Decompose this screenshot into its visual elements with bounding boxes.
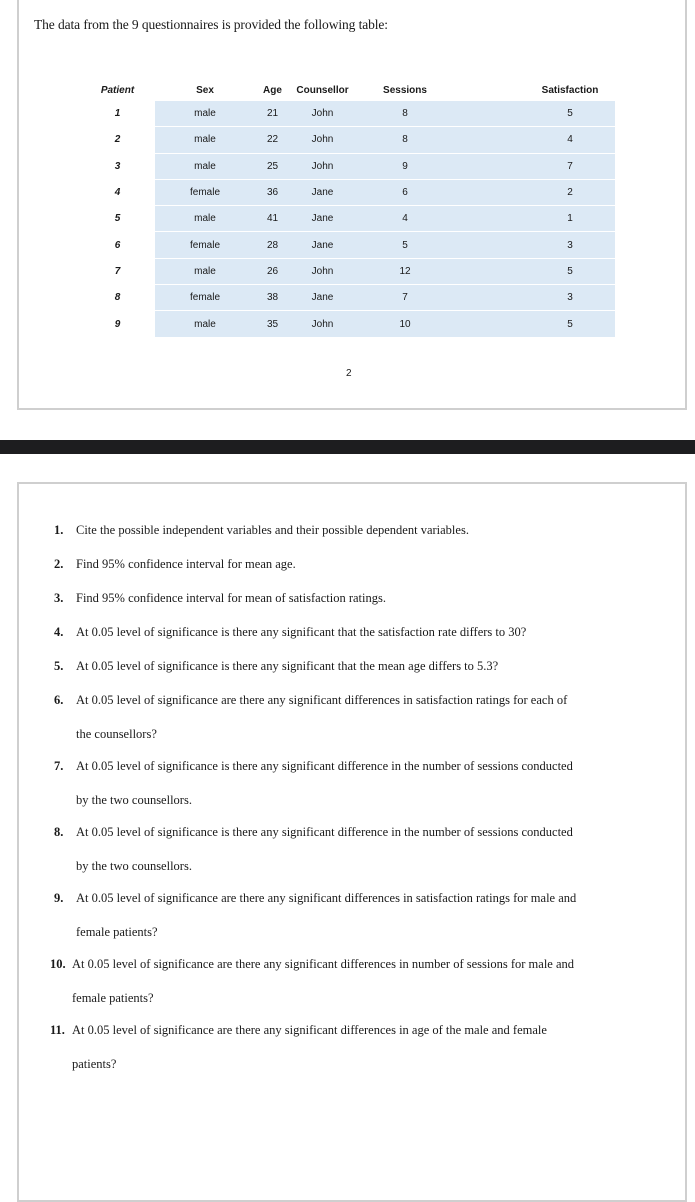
- cell-patient: 2: [114, 134, 121, 146]
- cell-counsellor: John: [290, 258, 355, 284]
- cell-satisfaction: 3: [525, 232, 615, 258]
- cell-age: 38: [255, 285, 290, 311]
- question-number: 7.: [54, 759, 64, 773]
- cell-satisfaction: 2: [525, 179, 615, 205]
- cell-sex: male: [155, 311, 255, 337]
- question-number: 11.: [50, 1023, 65, 1037]
- cell-gap: [500, 179, 525, 205]
- question-text-continued: by the two counsellors.: [76, 859, 192, 873]
- table-header-row: [80, 80, 615, 101]
- question-item: [54, 890, 576, 940]
- question-text-continued: by the two counsellors.: [76, 793, 192, 807]
- cell-sex: male: [155, 101, 255, 127]
- question-number: 9.: [54, 891, 64, 905]
- cell-age: 28: [255, 232, 290, 258]
- cell-sessions: 9: [355, 153, 455, 179]
- question-item: [50, 1022, 547, 1072]
- cell-patient: 7: [114, 265, 121, 277]
- cell-sessions: 8: [355, 127, 455, 153]
- question-text: Cite the possible independent variables and their possible dependent variables.: [76, 523, 469, 537]
- cell-satisfaction: 5: [525, 311, 615, 337]
- header-counsellor: Counsellor: [296, 85, 349, 96]
- question-text-continued: female patients?: [76, 925, 158, 939]
- cell-sex: female: [155, 232, 255, 258]
- cell-gap: [500, 153, 525, 179]
- cell-counsellor: John: [290, 127, 355, 153]
- question-number: 4.: [54, 625, 64, 639]
- cell-sex: female: [155, 285, 255, 311]
- cell-satisfaction: 1: [525, 206, 615, 232]
- header-age: Age: [263, 85, 282, 96]
- header-sessions: Sessions: [383, 85, 427, 96]
- question-text: At 0.05 level of significance are there any significant differences in number of sessions for male and: [72, 957, 575, 971]
- cell-sessions: 8: [355, 101, 455, 127]
- cell-age: 25: [255, 153, 290, 179]
- cell-gap: [500, 127, 525, 153]
- question-text: At 0.05 level of significance are there any significant differences in satisfaction ratings for each of: [76, 693, 568, 707]
- table-row: [80, 285, 615, 311]
- table-row: [80, 311, 615, 337]
- cell-age: 26: [255, 258, 290, 284]
- cell-gap: [455, 311, 500, 337]
- question-number: 3.: [54, 591, 64, 605]
- cell-patient: 1: [114, 108, 121, 120]
- cell-sex: male: [155, 258, 255, 284]
- header-sex: Sex: [196, 85, 214, 96]
- cell-counsellor: John: [290, 311, 355, 337]
- question-text-continued: female patients?: [72, 991, 154, 1005]
- cell-sex: male: [155, 153, 255, 179]
- cell-gap: [455, 127, 500, 153]
- cell-gap: [455, 153, 500, 179]
- question-text-continued: the counsellors?: [76, 727, 157, 741]
- cell-counsellor: John: [290, 101, 355, 127]
- cell-patient: 5: [114, 213, 121, 225]
- cell-gap: [500, 101, 525, 127]
- cell-age: 21: [255, 101, 290, 127]
- cell-satisfaction: 3: [525, 285, 615, 311]
- header-gap: [455, 80, 500, 101]
- table-row: [80, 258, 615, 284]
- cell-sex: female: [155, 179, 255, 205]
- question-number: 5.: [54, 659, 64, 673]
- table-row: [80, 101, 615, 127]
- cell-sessions: 4: [355, 206, 455, 232]
- cell-patient: 4: [114, 187, 121, 199]
- cell-gap: [455, 101, 500, 127]
- cell-patient: 8: [114, 292, 121, 304]
- question-number: 1.: [54, 523, 64, 537]
- question-text: Find 95% confidence interval for mean age.: [76, 557, 296, 571]
- question-number: 10.: [50, 957, 66, 971]
- question-text: At 0.05 level of significance is there any significant that the mean age differs to 5.3?: [76, 659, 499, 673]
- question-item: [54, 624, 526, 640]
- question-item: [54, 522, 469, 538]
- question-text: At 0.05 level of significance are there any significant differences in satisfaction ratings for male and: [76, 891, 577, 905]
- cell-counsellor: Jane: [290, 285, 355, 311]
- header-satisfaction: Satisfaction: [541, 85, 599, 96]
- cell-gap: [455, 232, 500, 258]
- cell-sessions: 10: [355, 311, 455, 337]
- question-item: [54, 824, 573, 874]
- cell-gap: [500, 206, 525, 232]
- table-row: [80, 179, 615, 205]
- cell-satisfaction: 5: [525, 101, 615, 127]
- cell-sex: male: [155, 127, 255, 153]
- intro-text: The data from the 9 questionnaires is provided the following table:: [34, 17, 388, 32]
- cell-sex: male: [155, 206, 255, 232]
- cell-age: 36: [255, 179, 290, 205]
- table-row: [80, 206, 615, 232]
- page-number: 2: [346, 368, 352, 379]
- cell-satisfaction: 4: [525, 127, 615, 153]
- cell-sessions: 12: [355, 258, 455, 284]
- table-row: [80, 232, 615, 258]
- cell-patient: 3: [114, 160, 121, 172]
- cell-counsellor: Jane: [290, 179, 355, 205]
- question-item: [54, 658, 498, 674]
- question-number: 6.: [54, 693, 64, 707]
- cell-gap: [500, 232, 525, 258]
- question-text: At 0.05 level of significance is there any significant difference in the number of sessions conducted: [76, 825, 573, 839]
- cell-gap: [455, 258, 500, 284]
- cell-gap: [500, 285, 525, 311]
- question-item: [50, 956, 574, 1006]
- question-text: At 0.05 level of significance is there any significant that the satisfaction rate differs to 30?: [76, 625, 527, 639]
- cell-gap: [455, 206, 500, 232]
- data-table: [80, 80, 615, 338]
- cell-gap: [500, 258, 525, 284]
- cell-gap: [500, 311, 525, 337]
- cell-age: 41: [255, 206, 290, 232]
- cell-satisfaction: 5: [525, 258, 615, 284]
- question-text: At 0.05 level of significance is there any significant difference in the number of sessions conducted: [76, 759, 573, 773]
- table-row: [80, 153, 615, 179]
- cell-gap: [455, 179, 500, 205]
- question-text: Find 95% confidence interval for mean of satisfaction ratings.: [76, 591, 386, 605]
- cell-counsellor: John: [290, 153, 355, 179]
- cell-sessions: 5: [355, 232, 455, 258]
- cell-satisfaction: 7: [525, 153, 615, 179]
- table-row: [80, 127, 615, 153]
- question-item: [54, 556, 296, 572]
- cell-patient: 6: [114, 239, 121, 251]
- cell-sessions: 6: [355, 179, 455, 205]
- cell-patient: 9: [114, 318, 121, 330]
- question-text-continued: patients?: [72, 1057, 117, 1071]
- cell-age: 35: [255, 311, 290, 337]
- cell-sessions: 7: [355, 285, 455, 311]
- cell-counsellor: Jane: [290, 232, 355, 258]
- question-item: [54, 590, 386, 606]
- cell-age: 22: [255, 127, 290, 153]
- header-patient: Patient: [100, 85, 135, 96]
- question-number: 2.: [54, 557, 64, 571]
- question-number: 8.: [54, 825, 64, 839]
- page-divider: [0, 440, 695, 454]
- header-gap: [500, 80, 525, 101]
- cell-counsellor: Jane: [290, 206, 355, 232]
- question-item: [54, 758, 573, 808]
- question-item: [54, 692, 567, 742]
- cell-gap: [455, 285, 500, 311]
- question-text: At 0.05 level of significance are there any significant differences in age of the male and female: [72, 1023, 547, 1037]
